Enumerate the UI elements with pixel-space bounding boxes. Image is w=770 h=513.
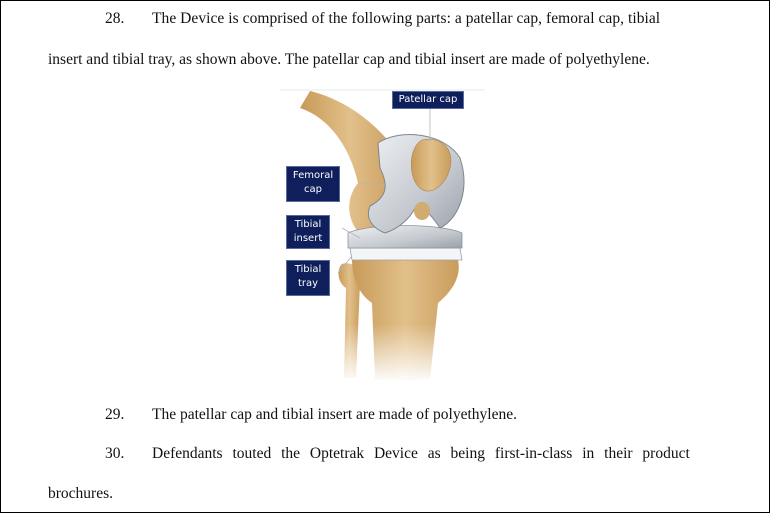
knee-implant-figure [280, 88, 485, 383]
paragraph-29-number: 29. [105, 406, 125, 423]
paragraph-30-number: 30. [105, 445, 125, 462]
paragraph-29-line-1: The patellar cap and tibial insert are made of polyethylene. [152, 406, 517, 423]
paragraph-28-line-1: The Device is comprised of the following parts: a patellar cap, femoral cap, tibial [152, 10, 661, 27]
label-femoral-cap-line-2: cap [304, 184, 322, 195]
label-patellar-cap: Patellar cap [392, 91, 464, 109]
label-tibial-tray-line-2: tray [297, 278, 319, 289]
label-tibial-tray [286, 260, 330, 296]
label-tibial-insert [286, 215, 330, 249]
paragraph-28-number: 28. [105, 10, 125, 27]
label-femoral-cap [286, 166, 340, 202]
label-tibial-tray-line-1: Tibial [294, 264, 322, 275]
label-tibial-insert-line-1: Tibial [294, 219, 322, 230]
label-tibial-insert-line-2: insert [293, 233, 323, 244]
paragraph-28-line-2: insert and tibial tray, as shown above. The patellar cap and tibial insert are made of polyethylene. [48, 51, 650, 68]
label-femoral-cap-line-1: Femoral [292, 170, 334, 181]
paragraph-30-line-1: Defendants touted the Optetrak Device as being first-in-class in their product [152, 445, 690, 462]
paragraph-30-line-2: brochures. [48, 485, 113, 502]
